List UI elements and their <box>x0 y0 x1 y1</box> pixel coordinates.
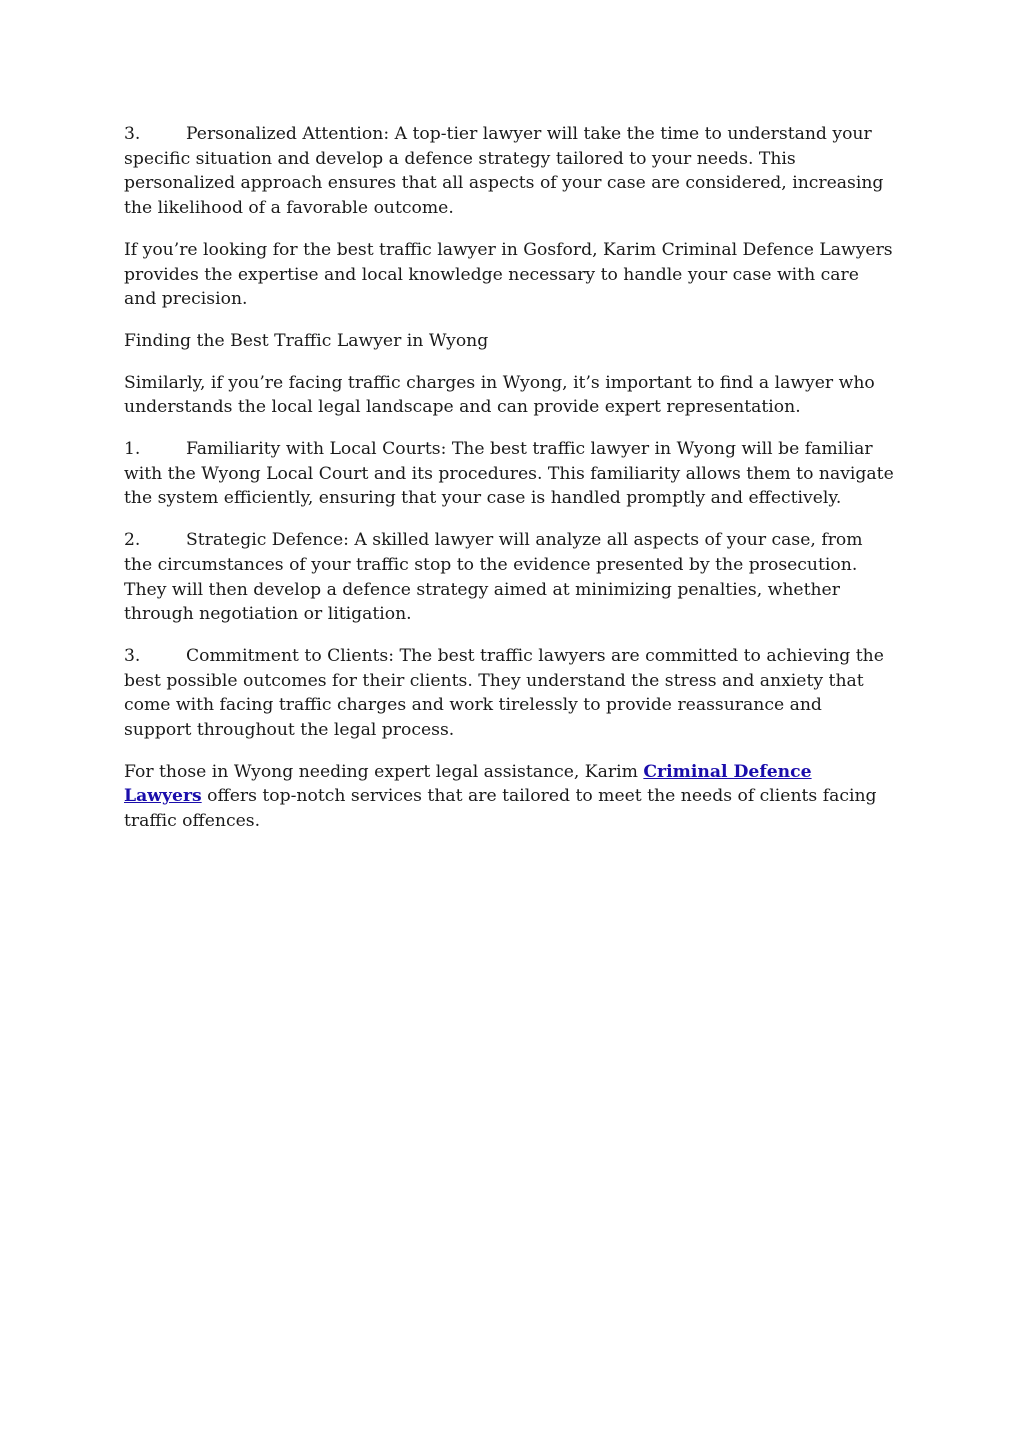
paragraph-text-before-link: For those in Wyong needing expert legal assistance, Karim <box>124 761 644 782</box>
heading-text: Finding the Best Traffic Lawyer in Wyong <box>124 330 489 351</box>
document-page <box>124 122 894 851</box>
list-number: 3. <box>124 645 141 666</box>
paragraph-text: Commitment to Clients: The best traffic lawyers are committed to achieving the best possible outcomes for their clients. They understand the stress and anxiety that come with facing traffic charges and work tirelessly to provide reassurance and support throughout the legal process. <box>124 645 884 741</box>
numbered-paragraph-personalized-attention <box>124 122 894 221</box>
criminal-defence-lawyers-link[interactable]: Criminal Defence Lawyers <box>124 761 812 807</box>
paragraph-text: If you’re looking for the best traffic lawyer in Gosford, Karim Criminal Defence Lawyers provides the expertise and local knowledge necessary to handle your case with care and precision. <box>124 239 893 310</box>
numbered-paragraph-familiarity <box>124 437 894 511</box>
list-number: 2. <box>124 530 141 551</box>
paragraph-text: Strategic Defence: A skilled lawyer will analyze all aspects of your case, from the circumstances of your traffic stop to the evidence presented by the prosecution. They will then develop a defence strategy aimed at minimizing penalties, whether through negotiation or litigation. <box>124 530 863 625</box>
section-heading-wyong <box>124 329 894 354</box>
list-number: 3. <box>124 124 141 144</box>
paragraph-text: Personalized Attention: A top-tier lawyer will take the time to understand your specific situation and develop a defence strategy tailored to your needs. This personalized approach ensures that all aspects of your case are considered, increasing the likelihood of a favorable outcome. <box>124 124 884 219</box>
paragraph-closing <box>124 760 894 834</box>
paragraph-gosford <box>124 238 894 312</box>
list-number: 1. <box>124 439 141 460</box>
numbered-paragraph-commitment <box>124 644 894 743</box>
paragraph-wyong-intro <box>124 371 894 420</box>
paragraph-text: Familiarity with Local Courts: The best traffic lawyer in Wyong will be familiar with the Wyong Local Court and its procedures. This familiarity allows them to navigate the system efficiently, ensuring that your case is handled promptly and effectively. <box>124 439 894 509</box>
paragraph-text: Similarly, if you’re facing traffic charges in Wyong, it’s important to find a lawyer who understands the local legal landscape and can provide expert representation. <box>124 372 875 418</box>
numbered-paragraph-strategic-defence <box>124 528 894 627</box>
paragraph-text-after-link: offers top-notch services that are tailored to meet the needs of clients facing traffic offences. <box>124 786 877 832</box>
